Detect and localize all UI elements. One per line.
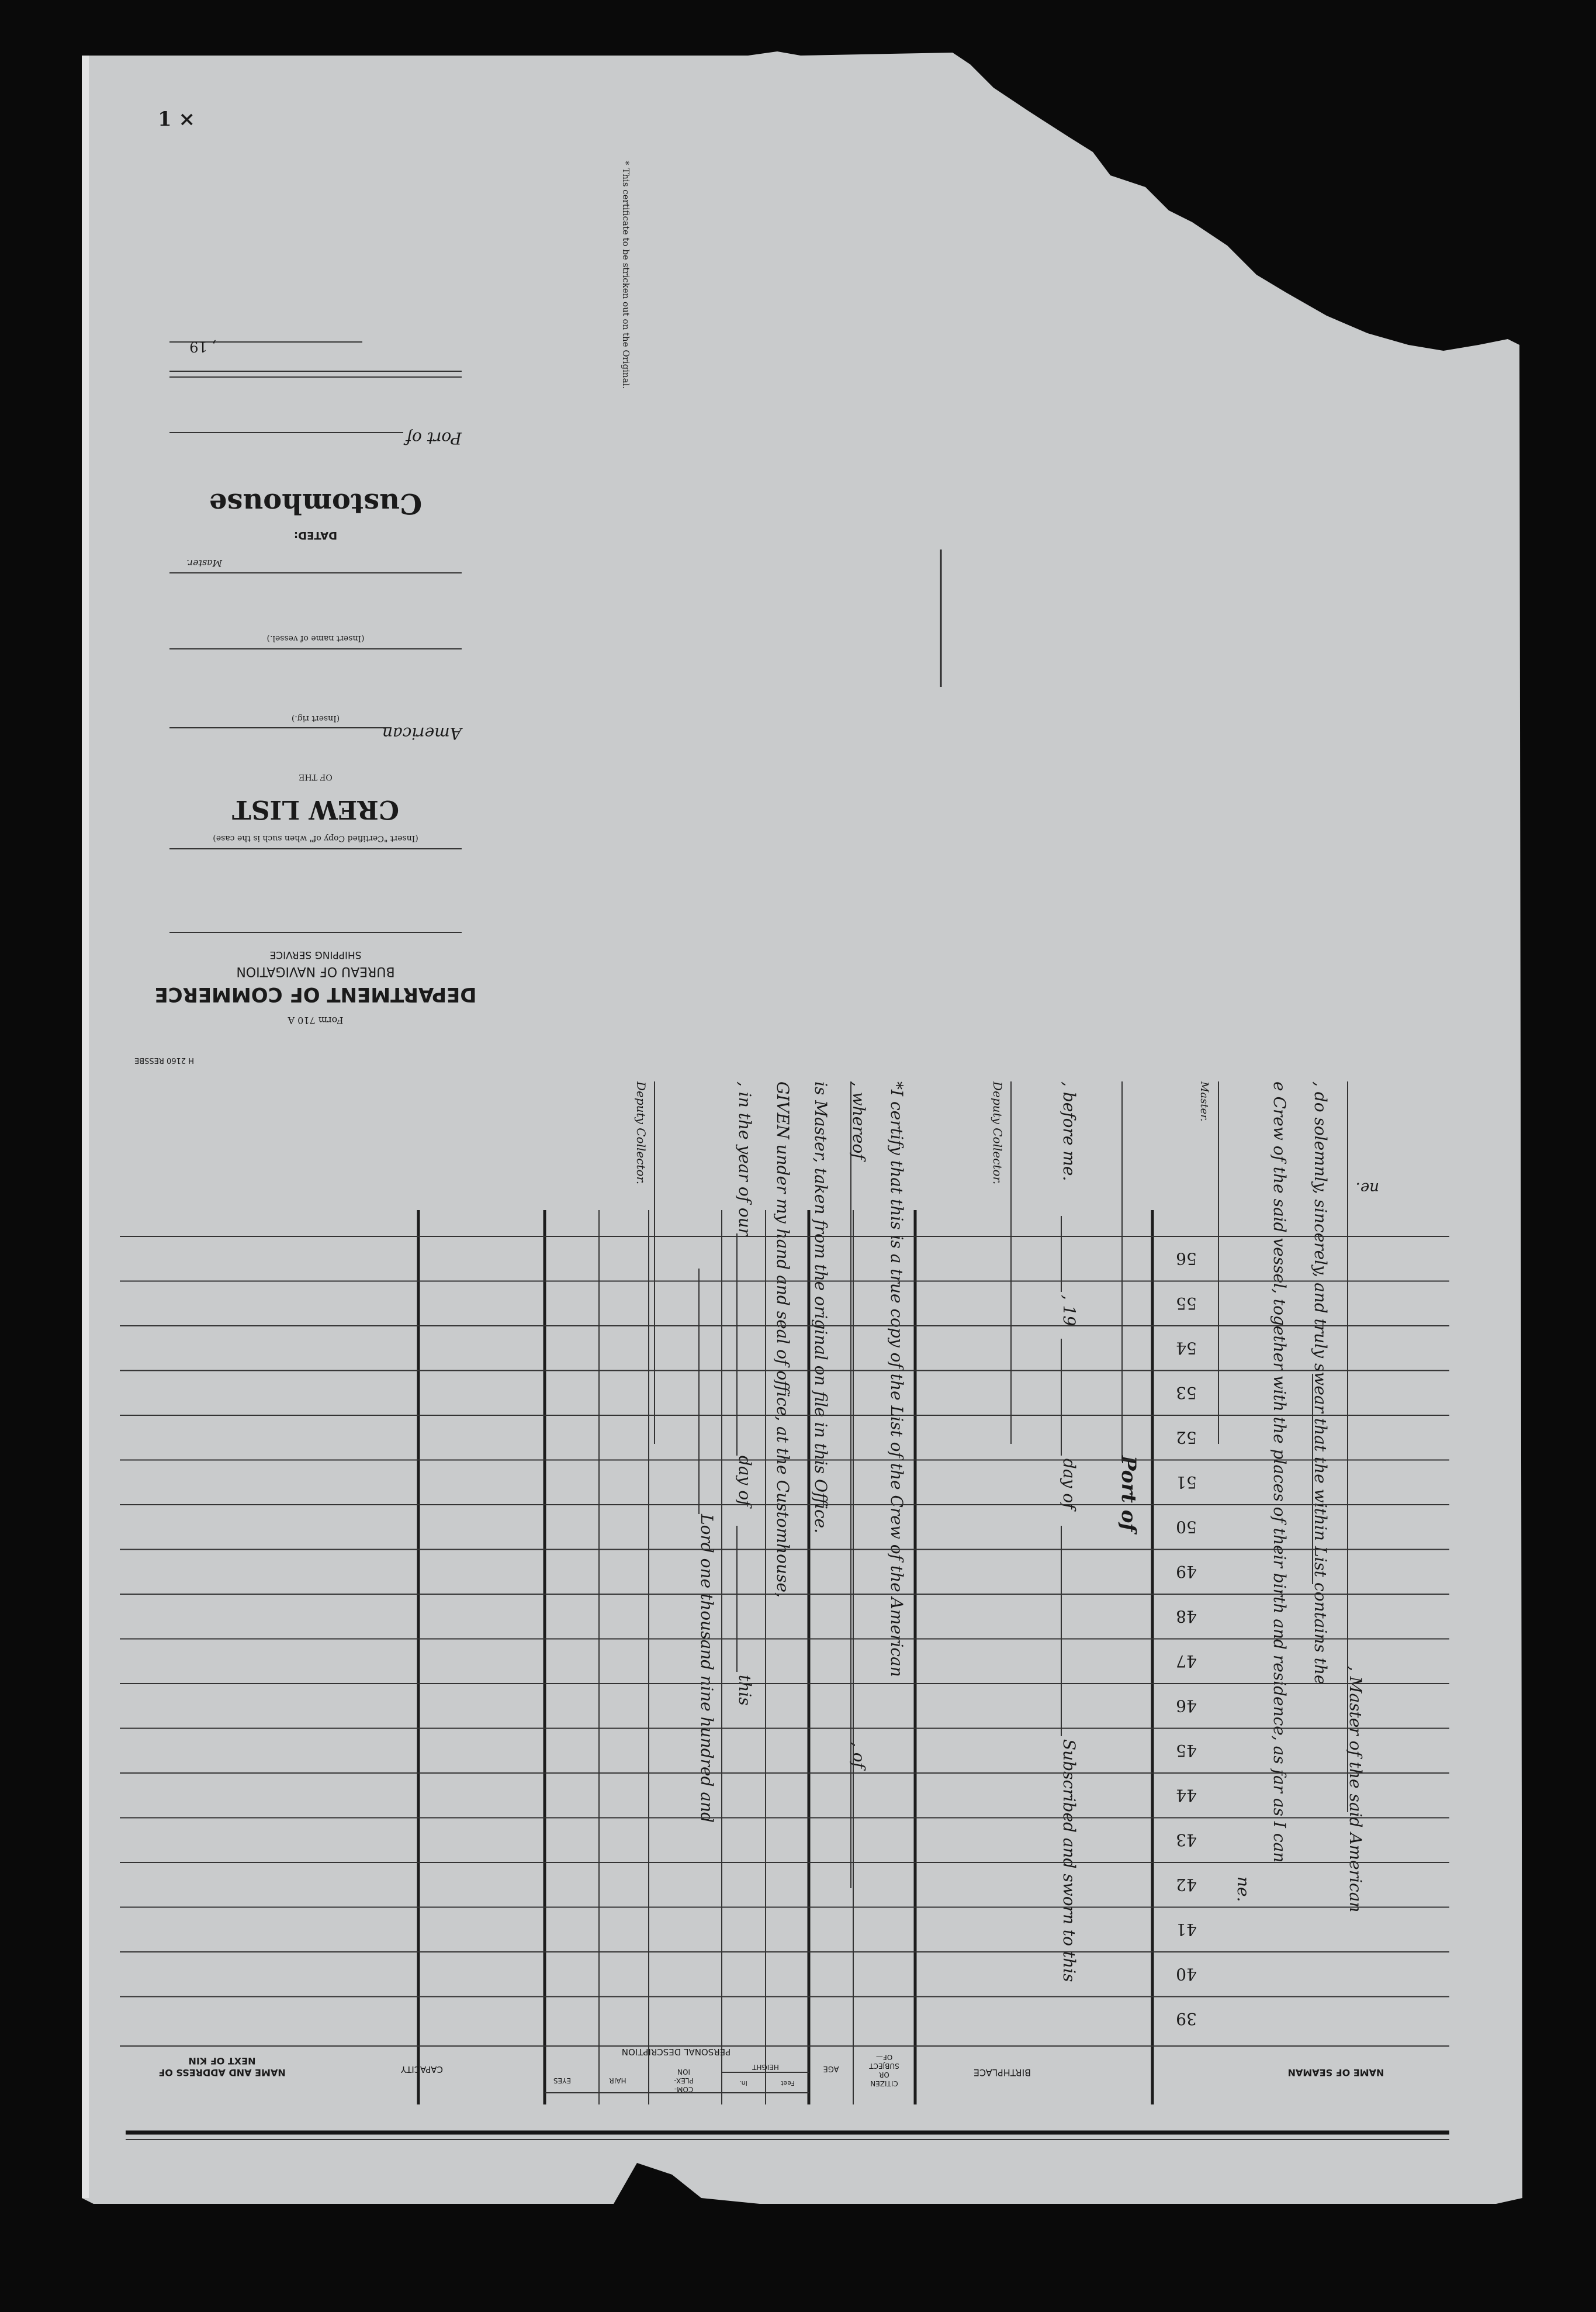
table-row-number: 55 — [1176, 1294, 1197, 1313]
oath-line-1: , Master of the said American — [1346, 1666, 1365, 1913]
svg-text:ne.: ne. — [1355, 1179, 1379, 1197]
corner-mark: 1 × — [158, 108, 195, 131]
svg-text:, 19: , 19 — [1060, 1295, 1079, 1326]
certificate-line-4: GIVEN under my hand and seal of office, at the Customhouse, — [773, 1081, 792, 1598]
table-row-number: 48 — [1176, 1606, 1197, 1626]
svg-text:this: this — [735, 1675, 754, 1706]
header-hair: HAIR — [609, 2076, 626, 2085]
table-row-number: 53 — [1176, 1383, 1197, 1402]
header-complexion: COM- — [674, 2085, 694, 2093]
table-row-number: 51 — [1176, 1473, 1197, 1492]
certificate-whereof: , whereof — [849, 1081, 868, 1160]
header-height: HEIGHT — [752, 2063, 779, 2071]
svg-text:OR: OR — [879, 2071, 889, 2079]
oath-line-4: ne. — [1234, 1876, 1253, 1902]
crew-list-title: CREW LIST — [232, 794, 399, 824]
certificate-year-of-our: , in the year of our — [735, 1081, 754, 1236]
svg-text:ION: ION — [677, 2068, 690, 2076]
table-row-number: 49 — [1176, 1562, 1197, 1581]
insert-vessel-note: (Insert name of vessel.) — [266, 634, 365, 643]
table-row-number: 46 — [1176, 1696, 1197, 1716]
table-row-number: 56 — [1176, 1249, 1197, 1269]
certificate-line-3: is Master, taken from the original on file in this Office. — [811, 1081, 830, 1533]
certificate-deputy-collector: Deputy Collector. — [634, 1081, 648, 1185]
master-label: Master. — [186, 558, 222, 569]
oath-master-signature: Master. — [1198, 1081, 1210, 1122]
certificate-line-6: Lord one thousand nine hundred and — [697, 1514, 716, 1823]
footnote: * This certificate to be stricken out on the Original. — [621, 161, 631, 389]
table-row-number: 40 — [1176, 1964, 1197, 1984]
table-row-number: 54 — [1176, 1338, 1197, 1358]
header-personal-description: PERSONAL DESCRIPTION — [621, 2047, 731, 2057]
header-capacity: CAPACITY — [400, 2064, 444, 2075]
table-row-number: 45 — [1176, 1741, 1197, 1760]
header-eyes: EYES — [553, 2076, 572, 2085]
svg-text:OF—: OF— — [875, 2053, 893, 2061]
oath-deputy-collector: Deputy Collector. — [991, 1081, 1005, 1185]
svg-text:NEXT OF KIN: NEXT OF KIN — [188, 2055, 256, 2066]
year-19-label: , 19 — [189, 338, 216, 355]
of-the-label: OF THE — [299, 772, 333, 782]
dated-label: DATED: — [293, 529, 338, 541]
header-inches: In. — [739, 2079, 747, 2087]
header-birthplace: BIRTHPLACE — [973, 2067, 1031, 2078]
port-of-label: Port of — [406, 428, 462, 448]
oath-section — [1356, 1179, 1379, 1197]
american-label: American — [382, 724, 462, 743]
header-feet: Feet — [781, 2079, 795, 2087]
table-row-number: 52 — [1176, 1428, 1197, 1447]
table-row-number: 50 — [1176, 1517, 1197, 1537]
printer-code: H 2160 RESSBE — [134, 1056, 195, 1065]
svg-text:Subscribed and sworn to this: Subscribed and sworn to this — [1060, 1739, 1079, 1982]
certificate-of: , of — [849, 1742, 868, 1769]
customhouse-title: Customhouse — [209, 487, 423, 520]
header-citizen: CITIZEN — [870, 2079, 898, 2088]
header-age: AGE — [823, 2064, 839, 2073]
header-name-of-seaman: NAME OF SEAMAN — [1287, 2067, 1384, 2078]
table-row-number: 41 — [1176, 1920, 1197, 1939]
oath-line-2: , do solemnly, sincerely, and truly swear that the within List contains the — [1311, 1081, 1330, 1685]
paper-sheet — [82, 51, 1522, 2204]
oath-line-3: e Crew of the said vessel, together with the places of their birth and residence, as far as I can — [1270, 1081, 1289, 1863]
oath-port-of: Port of — [1117, 1456, 1140, 1532]
certificate-line-1: *I certify that this is a true copy of the List of the Crew of the American — [887, 1081, 906, 1677]
table-row-number: 44 — [1176, 1785, 1197, 1805]
department-title: DEPARTMENT OF COMMERCE — [154, 983, 477, 1006]
oath-subscribed-line: , before me. — [1060, 1081, 1079, 1181]
svg-text:day of: day of — [735, 1456, 754, 1506]
table-row-number: 43 — [1176, 1830, 1197, 1850]
form-number: Form 710 A — [288, 1015, 344, 1026]
svg-text:SUBJECT: SUBJECT — [869, 2062, 899, 2070]
paper-edge — [82, 56, 89, 2198]
table-row-number: 42 — [1176, 1875, 1197, 1895]
table-row-number: 47 — [1176, 1651, 1197, 1671]
table-row-number: 39 — [1176, 2009, 1197, 2028]
service-title: SHIPPING SERVICE — [269, 949, 362, 960]
bureau-title: BUREAU OF NAVIGATION — [236, 964, 395, 979]
svg-text:PLEX-: PLEX- — [674, 2076, 694, 2085]
svg-text:day of: day of — [1060, 1459, 1079, 1509]
insert-certified-note: (Insert "Certified Copy of" when such is the case) — [213, 834, 418, 843]
header-next-of-kin: NAME AND ADDRESS OF — [158, 2067, 286, 2078]
insert-rig-note: (Insert rig.) — [291, 714, 340, 723]
